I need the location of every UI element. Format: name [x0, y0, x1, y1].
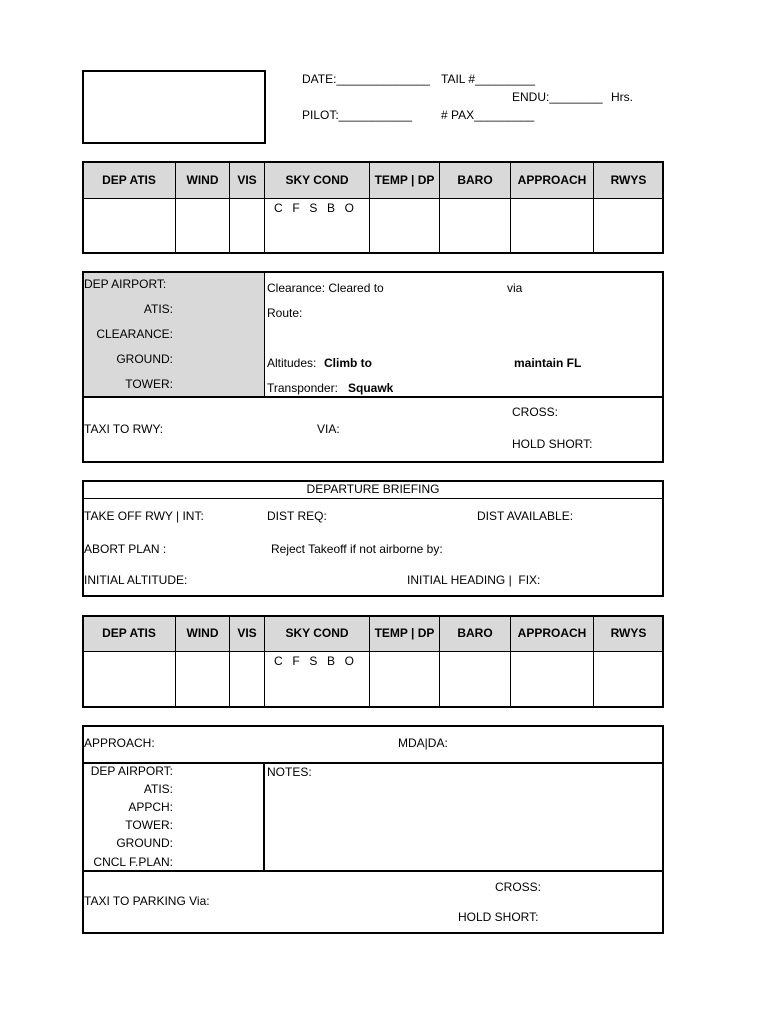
arr-atis-label: ATIS: [143, 782, 173, 796]
dist-req-label: DIST REQ: [267, 509, 327, 523]
date-field[interactable]: DATE:______________ [302, 72, 430, 86]
reject-takeoff-label: Reject Takeoff if not airborne by: [271, 542, 443, 556]
dep-cross-label: CROSS: [512, 405, 559, 419]
clearance-label: CLEARANCE: [96, 327, 173, 341]
col-temp-dp: TEMP | DP [374, 173, 435, 187]
arr-ground-label: GROUND: [116, 836, 173, 850]
sky-cond-codes: C F S B O [274, 201, 356, 215]
squawk-label: Squawk [348, 381, 394, 395]
endu-unit: Hrs. [611, 90, 633, 104]
pilot-field[interactable]: PILOT:___________ [302, 108, 413, 122]
route-label: Route: [267, 306, 303, 320]
col-approach: APPROACH [517, 626, 587, 640]
transponder-label: Transponder: [267, 381, 338, 395]
taxi-to-parking-label: TAXI TO PARKING Via: [84, 894, 210, 908]
dep-airport-label: DEP AIRPORT: [84, 277, 167, 291]
takeoff-rwy-label: TAKE OFF RWY | INT: [84, 509, 204, 523]
dep-atis-label: ATIS: [143, 302, 173, 316]
col-sky-cond: SKY COND [285, 626, 349, 640]
taxi-via-label: VIA: [317, 422, 340, 436]
col-approach: APPROACH [517, 173, 587, 187]
ground-label: GROUND: [116, 352, 173, 366]
col-baro: BARO [457, 173, 493, 187]
dep-hold-short-label: HOLD SHORT: [512, 437, 593, 451]
endu-field[interactable]: ENDU:________ [512, 90, 603, 104]
maintain-fl-label: maintain FL [514, 356, 582, 370]
col-rwys: RWYS [610, 173, 647, 187]
arr-airport-label: DEP AIRPORT: [90, 764, 173, 778]
climb-to-label: Climb to [324, 356, 372, 370]
col-vis: VIS [237, 173, 257, 187]
clearance-cleared-to: Clearance: Cleared to [267, 281, 384, 295]
logo-box[interactable] [82, 70, 266, 144]
approach-label: APPROACH: [84, 736, 155, 750]
tail-field[interactable]: TAIL #_________ [441, 72, 536, 86]
tower-label: TOWER: [125, 377, 173, 391]
appch-label: APPCH: [128, 800, 173, 814]
col-baro: BARO [457, 626, 493, 640]
initial-altitude-label: INITIAL ALTITUDE: [84, 573, 188, 587]
altitudes-label: Altitudes: [267, 356, 317, 370]
mda-da-label: MDA|DA: [398, 736, 448, 750]
col-sky-cond: SKY COND [285, 173, 349, 187]
col-rwys: RWYS [610, 626, 647, 640]
sky-cond-codes: C F S B O [274, 654, 356, 668]
col-wind: WIND [186, 626, 219, 640]
arr-hold-short-label: HOLD SHORT: [458, 910, 539, 924]
clearance-via: via [507, 281, 523, 295]
taxi-to-rwy-label: TAXI TO RWY: [84, 422, 164, 436]
pax-field[interactable]: # PAX_________ [441, 108, 535, 122]
dist-available-label: DIST AVAILABLE: [477, 509, 574, 523]
briefing-title: DEPARTURE BRIEFING [306, 482, 440, 496]
col-dep-atis: DEP ATIS [102, 173, 156, 187]
col-vis: VIS [237, 626, 257, 640]
notes-label: NOTES: [267, 765, 312, 779]
initial-heading-label: INITIAL HEADING | FIX: [407, 573, 541, 587]
arr-tower-label: TOWER: [125, 818, 173, 832]
col-dep-atis: DEP ATIS [102, 626, 156, 640]
col-temp-dp: TEMP | DP [374, 626, 435, 640]
col-wind: WIND [186, 173, 219, 187]
abort-plan-label: ABORT PLAN : [84, 542, 167, 556]
arr-cross-label: CROSS: [495, 880, 542, 894]
cncl-fplan-label: CNCL F.PLAN: [93, 855, 173, 869]
